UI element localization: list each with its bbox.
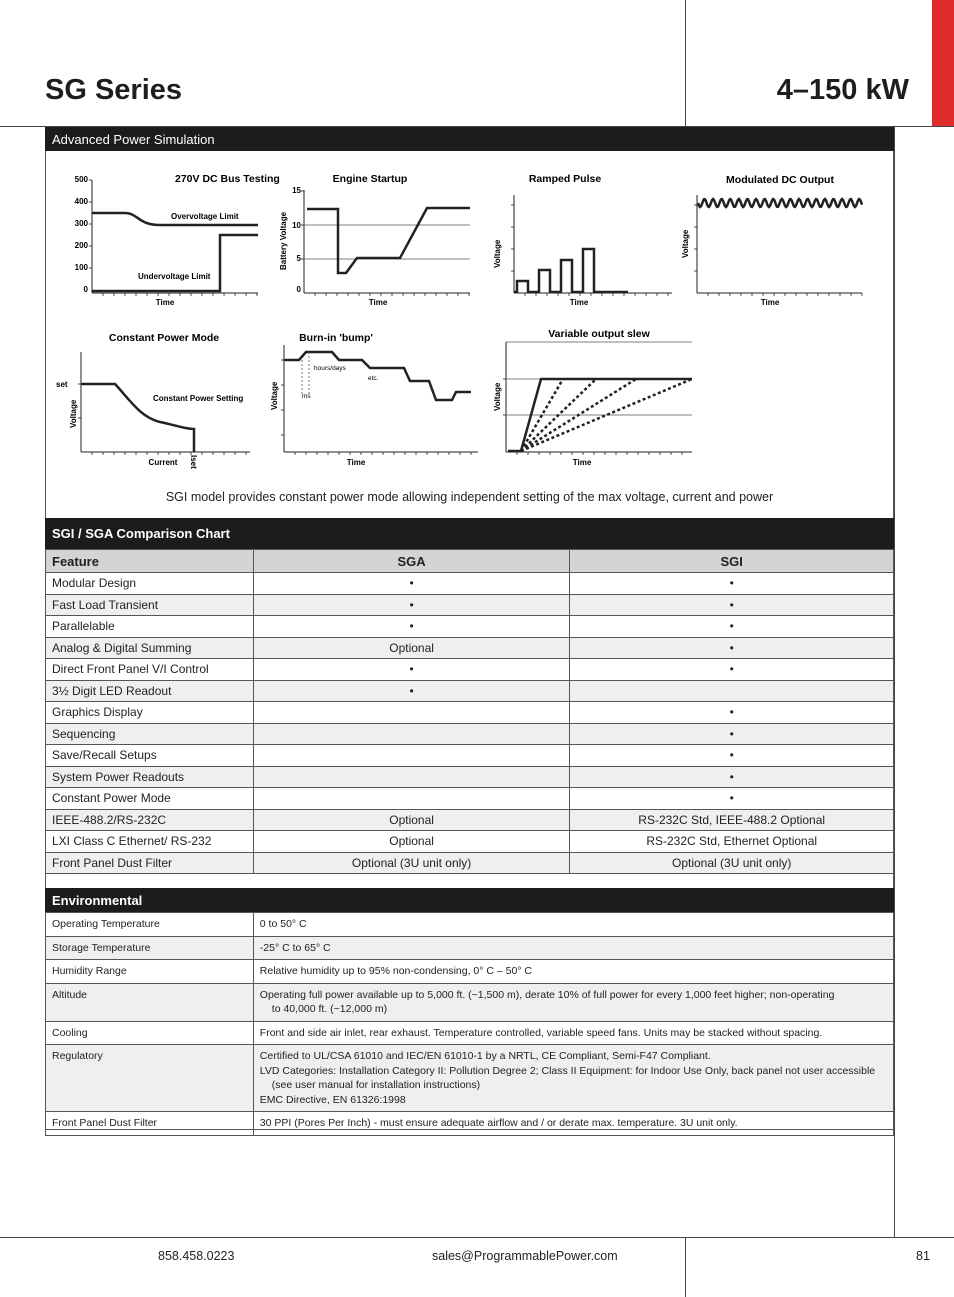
table-row bbox=[46, 702, 894, 724]
ramped-ylabel: Voltage bbox=[493, 239, 502, 268]
comparison-table bbox=[45, 549, 894, 874]
sgi-cell: • bbox=[570, 616, 894, 638]
sga-cell: Optional (3U unit only) bbox=[253, 852, 570, 874]
sga-cell bbox=[253, 766, 570, 788]
header-feature: Feature bbox=[46, 550, 254, 573]
ramped-trace bbox=[514, 249, 628, 292]
modulated-xlabel: Time bbox=[760, 298, 780, 307]
table-row bbox=[46, 766, 894, 788]
env-value-line: 0 to 50° C bbox=[259, 918, 307, 930]
table-row bbox=[46, 809, 894, 831]
sga-cell: Optional bbox=[253, 831, 570, 853]
page-title: SG Series bbox=[45, 74, 183, 106]
modulated-ylabel: Voltage bbox=[681, 229, 690, 258]
env-value-line: Front and side air inlet, rear exhaust. Temperature controlled, variable speed fans. Units may be stacked without spacing. bbox=[259, 1026, 823, 1039]
table-row bbox=[46, 594, 894, 616]
constant-setting-label: Constant Power Setting bbox=[153, 394, 244, 403]
sga-cell: • bbox=[253, 594, 570, 616]
engine-tick-0: 0 bbox=[296, 285, 301, 294]
sga-cell: • bbox=[253, 659, 570, 681]
feature-cell: Direct Front Panel V/I Control bbox=[46, 659, 254, 681]
bus-tick-100: 100 bbox=[74, 263, 88, 272]
table-row bbox=[46, 723, 894, 745]
bus-tick-200: 200 bbox=[74, 241, 88, 250]
env-label-cell: Operating Temperature bbox=[46, 913, 254, 937]
burn-in-chart bbox=[264, 325, 486, 475]
engine-startup-chart bbox=[274, 165, 479, 310]
burnin-xlabel: Time bbox=[346, 458, 366, 467]
footer-email[interactable]: sales@ProgrammablePower.com bbox=[432, 1249, 618, 1263]
feature-cell: Parallelable bbox=[46, 616, 254, 638]
table-row bbox=[46, 960, 894, 984]
env-value-line: Relative humidity up to 95% non-condensing, 0° C – 50° C bbox=[259, 965, 533, 977]
feature-cell: IEEE-488.2/RS-232C bbox=[46, 809, 254, 831]
environmental-section-header bbox=[45, 888, 894, 912]
engine-trace bbox=[307, 208, 470, 273]
sgi-cell: • bbox=[570, 723, 894, 745]
engine-tick-5: 5 bbox=[296, 254, 301, 263]
table-row bbox=[46, 680, 894, 702]
sgi-cell: • bbox=[570, 659, 894, 681]
sga-cell bbox=[253, 723, 570, 745]
comparison-header-row bbox=[46, 550, 894, 573]
table-row bbox=[46, 745, 894, 767]
bus-test-chart bbox=[60, 165, 280, 310]
footer-rule bbox=[0, 1237, 954, 1238]
table-row bbox=[46, 852, 894, 874]
env-value-line: LVD Categories: Installation Category II: Pollution Degree 2; Class II Equipment: for Indoor Use Only, back panel not user accessible bbox=[259, 1064, 876, 1077]
engine-tick-10: 10 bbox=[292, 221, 301, 230]
sgi-cell: • bbox=[570, 745, 894, 767]
feature-cell: Modular Design bbox=[46, 573, 254, 595]
sga-cell: Optional bbox=[253, 637, 570, 659]
sga-cell: • bbox=[253, 680, 570, 702]
engine-chart-title: Engine Startup bbox=[332, 173, 408, 185]
table-row bbox=[46, 936, 894, 960]
burnin-ylabel: Voltage bbox=[270, 381, 279, 410]
bus-undervoltage-trace bbox=[92, 235, 258, 291]
env-value-line: (see user manual for installation instructions) bbox=[271, 1079, 481, 1091]
engine-xlabel: Time bbox=[368, 298, 388, 307]
burnin-etc-label: etc. bbox=[368, 375, 379, 382]
modulated-dc-chart bbox=[678, 165, 868, 310]
ramped-pulse-chart bbox=[488, 165, 678, 310]
simulation-section-title: Advanced Power Simulation bbox=[52, 131, 215, 147]
bus-tick-400: 400 bbox=[74, 197, 88, 206]
simulation-section-header bbox=[45, 127, 894, 151]
slew-ylabel: Voltage bbox=[493, 382, 502, 411]
slew-xlabel: Time bbox=[572, 458, 592, 467]
env-value-line: to 40,000 ft. (~12,000 m) bbox=[271, 1003, 388, 1015]
env-label-cell: Front Panel Dust Filter bbox=[46, 1112, 254, 1136]
table-row bbox=[46, 616, 894, 638]
bus-tick-0: 0 bbox=[83, 285, 88, 294]
sga-cell: Optional bbox=[253, 809, 570, 831]
bus-tick-500: 500 bbox=[74, 175, 88, 184]
ramped-chart-title: Ramped Pulse bbox=[528, 173, 602, 185]
env-label-cell: Regulatory bbox=[46, 1045, 254, 1112]
feature-cell: Analog & Digital Summing bbox=[46, 637, 254, 659]
environmental-table bbox=[45, 912, 894, 1136]
sgi-cell: • bbox=[570, 573, 894, 595]
sgi-cell: • bbox=[570, 766, 894, 788]
header-sga: SGA bbox=[253, 550, 570, 573]
page-number: 81 bbox=[916, 1249, 930, 1263]
modulated-trace bbox=[698, 199, 862, 207]
sga-cell: • bbox=[253, 573, 570, 595]
env-value-line: -25° C to 65° C bbox=[259, 941, 331, 954]
red-accent-tab bbox=[932, 0, 954, 127]
engine-ylabel: Battery Voltage bbox=[279, 211, 288, 270]
sgi-cell: • bbox=[570, 594, 894, 616]
bus-tick-300: 300 bbox=[74, 219, 88, 228]
sga-cell bbox=[253, 702, 570, 724]
sga-cell bbox=[253, 745, 570, 767]
power-range: 4–150 kW bbox=[776, 74, 909, 106]
slew-chart-title: Variable output slew bbox=[548, 328, 650, 340]
env-value-line: Operating full power available up to 5,000 ft. (~1,500 m), derate 10% of full power for every 1,000 feet higher; non-operating bbox=[259, 988, 835, 1001]
env-value-cell bbox=[253, 1021, 893, 1045]
table-row bbox=[46, 573, 894, 595]
comparison-section-title: SGI / SGA Comparison Chart bbox=[52, 526, 230, 541]
variable-slew-chart bbox=[486, 322, 698, 472]
footer-divider bbox=[685, 1237, 686, 1297]
sga-cell: • bbox=[253, 616, 570, 638]
env-value-cell bbox=[253, 913, 893, 937]
sgi-cell: • bbox=[570, 788, 894, 810]
feature-cell: Front Panel Dust Filter bbox=[46, 852, 254, 874]
env-label-cell: Storage Temperature bbox=[46, 936, 254, 960]
table-row bbox=[46, 1045, 894, 1112]
table-row bbox=[46, 1112, 894, 1136]
comparison-section-header bbox=[45, 518, 894, 549]
feature-cell: Graphics Display bbox=[46, 702, 254, 724]
sgi-cell: Optional (3U unit only) bbox=[570, 852, 894, 874]
header-divider bbox=[685, 0, 686, 127]
table-row bbox=[46, 637, 894, 659]
sgi-cell: • bbox=[570, 637, 894, 659]
burnin-ms-label: ms bbox=[302, 393, 311, 400]
env-value-cell bbox=[253, 1045, 893, 1112]
constant-xlabel: Current bbox=[148, 458, 178, 467]
burnin-chart-title: Burn-in 'bump' bbox=[299, 332, 373, 344]
bus-over-label: Overvoltage Limit bbox=[171, 212, 239, 221]
sga-cell bbox=[253, 788, 570, 810]
constant-x-marker: Iset bbox=[189, 455, 198, 469]
table-row bbox=[46, 659, 894, 681]
feature-cell: System Power Readouts bbox=[46, 766, 254, 788]
engine-tick-15: 15 bbox=[292, 186, 301, 195]
env-value-cell bbox=[253, 936, 893, 960]
env-value-line: Certified to UL/CSA 61010 and IEC/EN 61010-1 by a NRTL, CE Compliant, Semi-F47 Compliant. bbox=[259, 1050, 711, 1062]
footer-phone: 858.458.0223 bbox=[158, 1249, 235, 1263]
table-row bbox=[46, 913, 894, 937]
env-value-cell bbox=[253, 1112, 893, 1136]
sgi-cell: • bbox=[570, 702, 894, 724]
feature-cell: Sequencing bbox=[46, 723, 254, 745]
sgi-cell: RS-232C Std, Ethernet Optional bbox=[570, 831, 894, 853]
bus-chart-title: 270V DC Bus Testing bbox=[175, 173, 280, 185]
env-value-cell bbox=[253, 960, 893, 984]
feature-cell: Constant Power Mode bbox=[46, 788, 254, 810]
bus-under-label: Undervoltage Limit bbox=[138, 272, 211, 281]
header-sgi: SGI bbox=[570, 550, 894, 573]
constant-y-marker: set bbox=[56, 380, 68, 389]
env-value-cell bbox=[253, 983, 893, 1021]
bus-xlabel: Time bbox=[155, 298, 175, 307]
constant-ylabel: Voltage bbox=[69, 399, 78, 428]
feature-cell: Save/Recall Setups bbox=[46, 745, 254, 767]
feature-cell: LXI Class C Ethernet/ RS-232 bbox=[46, 831, 254, 853]
ramped-xlabel: Time bbox=[569, 298, 589, 307]
env-label-cell: Cooling bbox=[46, 1021, 254, 1045]
sgi-cell bbox=[570, 680, 894, 702]
env-value-line: 30 PPI (Pores Per Inch) - must ensure adequate airflow and / or derate max. temperature. 3U unit only. bbox=[259, 1117, 738, 1129]
env-value-line: EMC Directive, EN 61326:1998 bbox=[259, 1093, 406, 1106]
env-label-cell: Altitude bbox=[46, 983, 254, 1021]
table-row bbox=[46, 831, 894, 853]
table-row bbox=[46, 788, 894, 810]
table-row bbox=[46, 1021, 894, 1045]
env-label-cell: Humidity Range bbox=[46, 960, 254, 984]
modulated-chart-title: Modulated DC Output bbox=[726, 174, 834, 186]
constant-power-chart bbox=[56, 325, 270, 475]
right-margin-rule bbox=[894, 127, 895, 1237]
environmental-section-title: Environmental bbox=[52, 892, 143, 908]
burnin-hours-label: hours/days bbox=[314, 365, 346, 372]
constant-chart-title: Constant Power Mode bbox=[108, 332, 220, 344]
sgi-cell: RS-232C Std, IEEE-488.2 Optional bbox=[570, 809, 894, 831]
feature-cell: 3½ Digit LED Readout bbox=[46, 680, 254, 702]
simulation-caption: SGI model provides constant power mode allowing independent setting of the max voltage, current and power bbox=[165, 490, 774, 504]
feature-cell: Fast Load Transient bbox=[46, 594, 254, 616]
table-row bbox=[46, 983, 894, 1021]
